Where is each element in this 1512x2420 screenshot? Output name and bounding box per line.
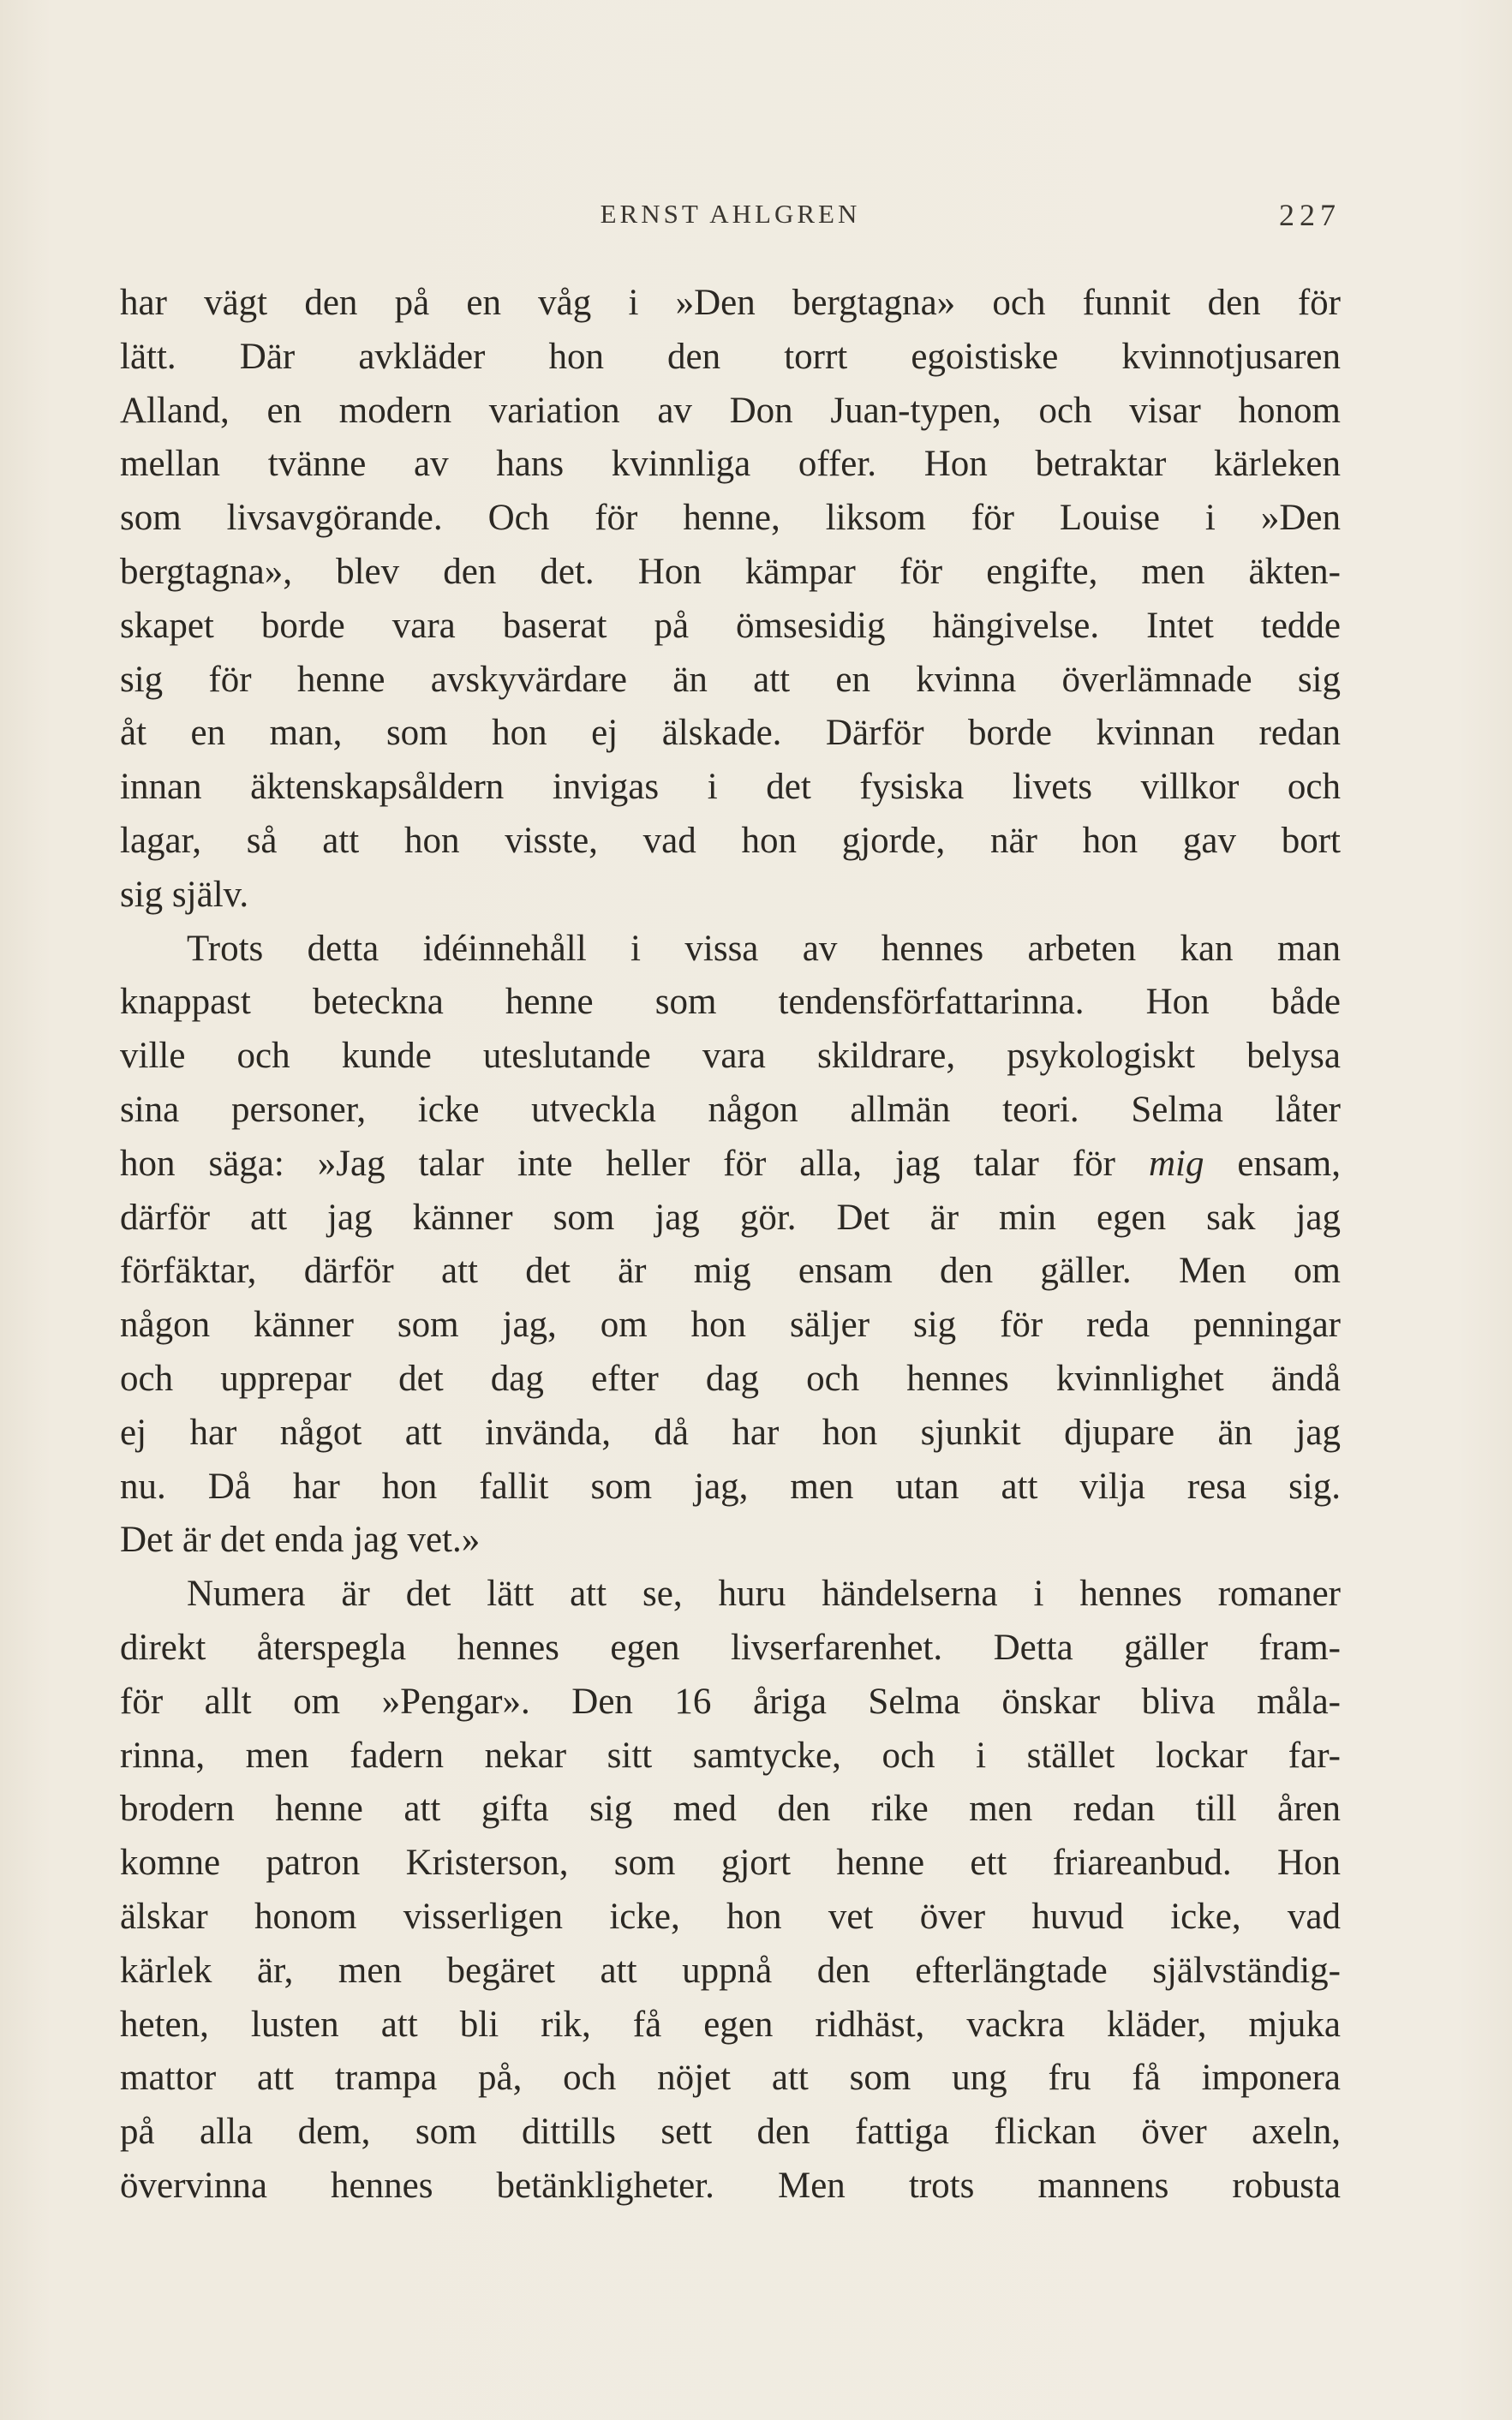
page-number: 227: [1279, 198, 1341, 232]
text-line: Det är det enda jag vet.»: [120, 1520, 481, 1561]
text-line: brodern henne att gifta sig med den rike men redan till åren: [120, 1789, 1341, 1830]
text-line: knappast beteckna henne som tendensförfattarinna. Hon både: [120, 982, 1341, 1023]
text-line: övervinna hennes betänkligheter. Men trots mannens robusta: [120, 2165, 1341, 2206]
text-line: kärlek är, men begäret att uppnå den efterlängtade självständig-: [120, 1950, 1341, 1991]
text-line: ville och kunde uteslutande vara skildrare, psykologiskt belysa: [120, 1036, 1341, 1077]
text-line: för allt om »Pengar». Den 16 åriga Selma önskar bliva måla-: [120, 1681, 1341, 1722]
text-line: innan äktenskapsåldern invigas i det fysiska livets villkor och: [120, 767, 1341, 808]
body-text: [120, 277, 1341, 2214]
text-line: någon känner som jag, om hon säljer sig för reda penningar: [120, 1305, 1341, 1346]
paragraph-1: [120, 277, 1341, 923]
text-line: mellan tvänne av hans kvinnliga offer. Hon betraktar kärleken: [120, 444, 1341, 485]
text-line: sig för henne avskyvärdare än att en kvinna överlämnade sig: [120, 659, 1341, 700]
paragraph-3: [120, 1568, 1341, 2214]
text-line: Alland, en modern variation av Don Juan-typen, och visar honom: [120, 390, 1341, 431]
text-line: mattor att trampa på, och nöjet att som ung fru få imponera: [120, 2058, 1341, 2099]
text-line: som livsavgörande. Och för henne, liksom för Louise i »Den: [120, 498, 1341, 539]
text-line: skapet borde vara baserat på ömsesidig hängivelse. Intet tedde: [120, 605, 1341, 646]
text-line: bergtagna», blev den det. Hon kämpar för engifte, men äkten-: [120, 551, 1341, 592]
paragraph-2: [120, 923, 1341, 1569]
text-line: lätt. Där avkläder hon den torrt egoistiske kvinnotjusaren: [120, 336, 1341, 377]
text-line: heten, lusten att bli rik, få egen ridhäst, vackra kläder, mjuka: [120, 2004, 1341, 2045]
text-line: komne patron Kristerson, som gjort henne ett friareanbud. Hon: [120, 1843, 1341, 1884]
text-line: och upprepar det dag efter dag och hennes kvinnlighet ändå: [120, 1358, 1341, 1399]
text-line: på alla dem, som dittills sett den fattiga flickan över axeln,: [120, 2112, 1341, 2153]
text-line: åt en man, som hon ej älskade. Därför borde kvinnan redan: [120, 713, 1341, 754]
text-line: sig själv.: [120, 874, 249, 915]
emphasis: mig: [1148, 1143, 1204, 1184]
text-line: har vägt den på en våg i »Den bergtagna» och funnit den för: [120, 283, 1341, 323]
text-line: rinna, men fadern nekar sitt samtycke, och i stället lockar far-: [120, 1735, 1341, 1776]
text-line: Trots detta idéinnehåll i vissa av hennes arbeten kan man: [187, 928, 1341, 969]
text-line: ej har något att invända, då har hon sjunkit djupare än jag: [120, 1412, 1341, 1453]
text-line: direkt återspegla hennes egen livserfarenhet. Detta gäller fram-: [120, 1627, 1341, 1668]
running-header: [120, 199, 1341, 233]
text-line: lagar, så att hon visste, vad hon gjorde, när hon gav bort: [120, 820, 1341, 861]
text-line: förfäktar, därför att det är mig ensam den gäller. Men om: [120, 1251, 1341, 1292]
text-line: därför att jag känner som jag gör. Det är min egen sak jag: [120, 1197, 1341, 1238]
text-line: älskar honom visserligen icke, hon vet över huvud icke, vad: [120, 1896, 1341, 1937]
text-line: nu. Då har hon fallit som jag, men utan att vilja resa sig.: [120, 1466, 1341, 1507]
text-line: sina personer, icke utveckla någon allmän teori. Selma låter: [120, 1089, 1341, 1130]
running-title: ERNST AHLGREN: [600, 199, 861, 229]
text-line: Numera är det lätt att se, huru händelserna i hennes romaner: [187, 1574, 1341, 1615]
text-line-with-italic: hon säga: »Jag talar inte heller för alla, jag talar för mig ensam,: [120, 1143, 1341, 1184]
